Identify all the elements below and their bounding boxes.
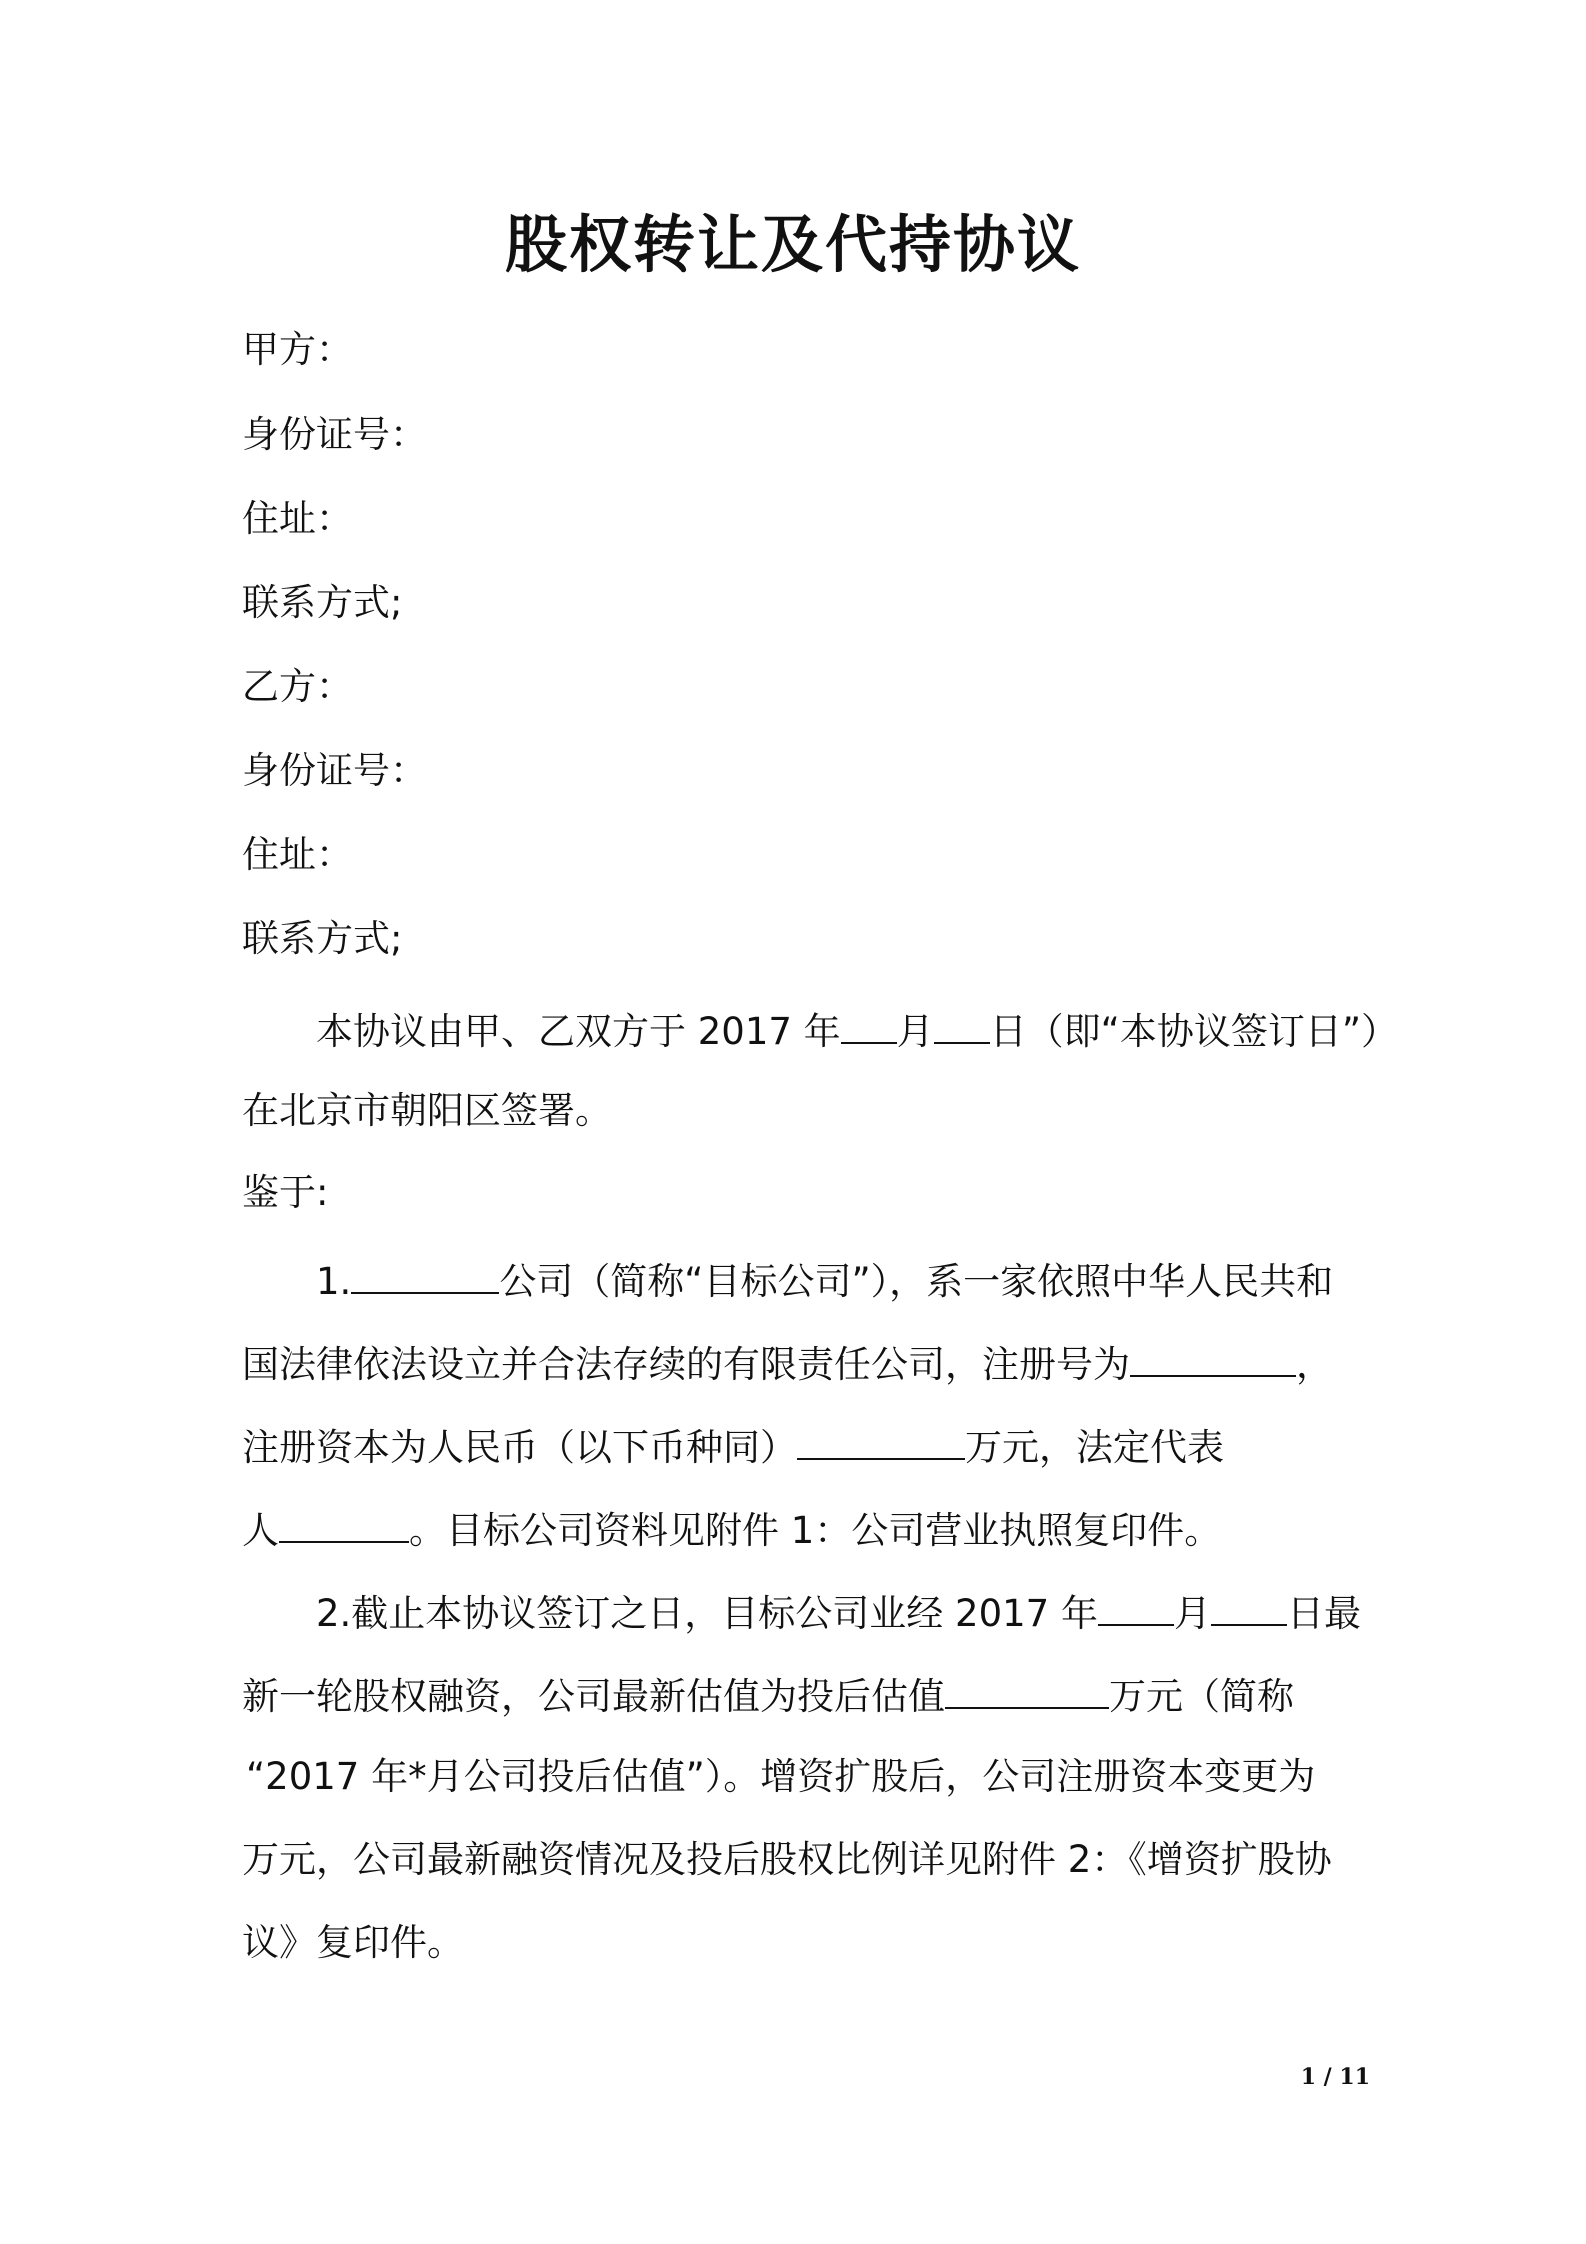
party-b-id-label: 身份证号： [242,749,427,792]
clause-1-text-3: 注册资本为人民币（以下币种同） [242,1426,797,1469]
intro-text-year: 本协议由甲、乙双方于 2017 年 [316,1010,841,1053]
party-a-contact-label: 联系方式; [242,581,403,624]
clause-1-text-2: 国法律依法设立并合法存续的有限责任公司，注册号为 [242,1343,1130,1386]
registration-number-blank [1130,1337,1296,1377]
clause-1-number: 1. [316,1260,352,1303]
party-a-id-label: 身份证号： [242,413,427,456]
clause-2-line-5: 议》复印件。 [242,1921,464,1964]
clause-1-text-5: 人 [242,1509,279,1552]
clause-2-line-1 [316,1586,1361,1639]
clause-2-text-1: 2.截止本协议签订之日，目标公司业经 2017 年 [316,1592,1098,1635]
clause-1-text-1: 公司（简称“目标公司”），系一家依照中华人民共和 [499,1260,1334,1303]
clause-2-line-2 [242,1669,1352,1722]
valuation-blank [945,1669,1109,1709]
clause-1-line-4 [242,1503,1352,1556]
clause-1-line-2 [242,1337,1352,1390]
document-title: 股权转让及代持协议 [504,208,1081,281]
clause-2-line-3: “2017 年*月公司投后估值”）。增资扩股后，公司注册资本变更为 [246,1755,1316,1798]
party-b-contact-label: 联系方式; [242,917,403,960]
month-blank [841,1004,897,1044]
registered-capital-blank [797,1420,965,1460]
legal-representative-blank [279,1503,409,1543]
financing-month-blank [1098,1586,1174,1626]
whereas-heading: 鉴于: [242,1171,329,1214]
intro-paragraph-line-2: 在北京市朝阳区签署。 [242,1089,612,1132]
clause-1-line-3 [242,1420,1352,1473]
clause-1-comma: ， [1296,1343,1333,1386]
intro-text-month: 月 [896,1010,934,1053]
intro-text-day: 日（即“本协议签订日”） [989,1010,1399,1053]
page-number: 1 / 11 [1300,2064,1370,2090]
clause-1-text-4: 万元，法定代表 [965,1426,1224,1469]
party-a-address-label: 住址： [242,497,353,540]
financing-day-blank [1211,1586,1287,1626]
clause-1-line-1 [316,1254,1356,1307]
intro-paragraph-line-1 [316,1004,1399,1057]
company-name-blank [351,1254,499,1294]
clause-2-text-4: 新一轮股权融资，公司最新估值为投后估值 [242,1675,945,1718]
clause-2-text-5: 万元（简称 [1109,1675,1294,1718]
party-b-address-label: 住址： [242,833,353,876]
clause-2-text-3: 日最 [1287,1592,1361,1635]
clause-2-line-4: 万元，公司最新融资情况及投后股权比例详见附件 2：《增资扩股协 [242,1838,1332,1881]
party-b-name-label: 乙方： [242,665,353,708]
clause-2-text-2: 月 [1174,1592,1211,1635]
party-a-name-label: 甲方： [242,328,353,371]
clause-1-text-6: 。目标公司资料见附件 1：公司营业执照复印件。 [409,1509,1222,1552]
day-blank [934,1004,990,1044]
